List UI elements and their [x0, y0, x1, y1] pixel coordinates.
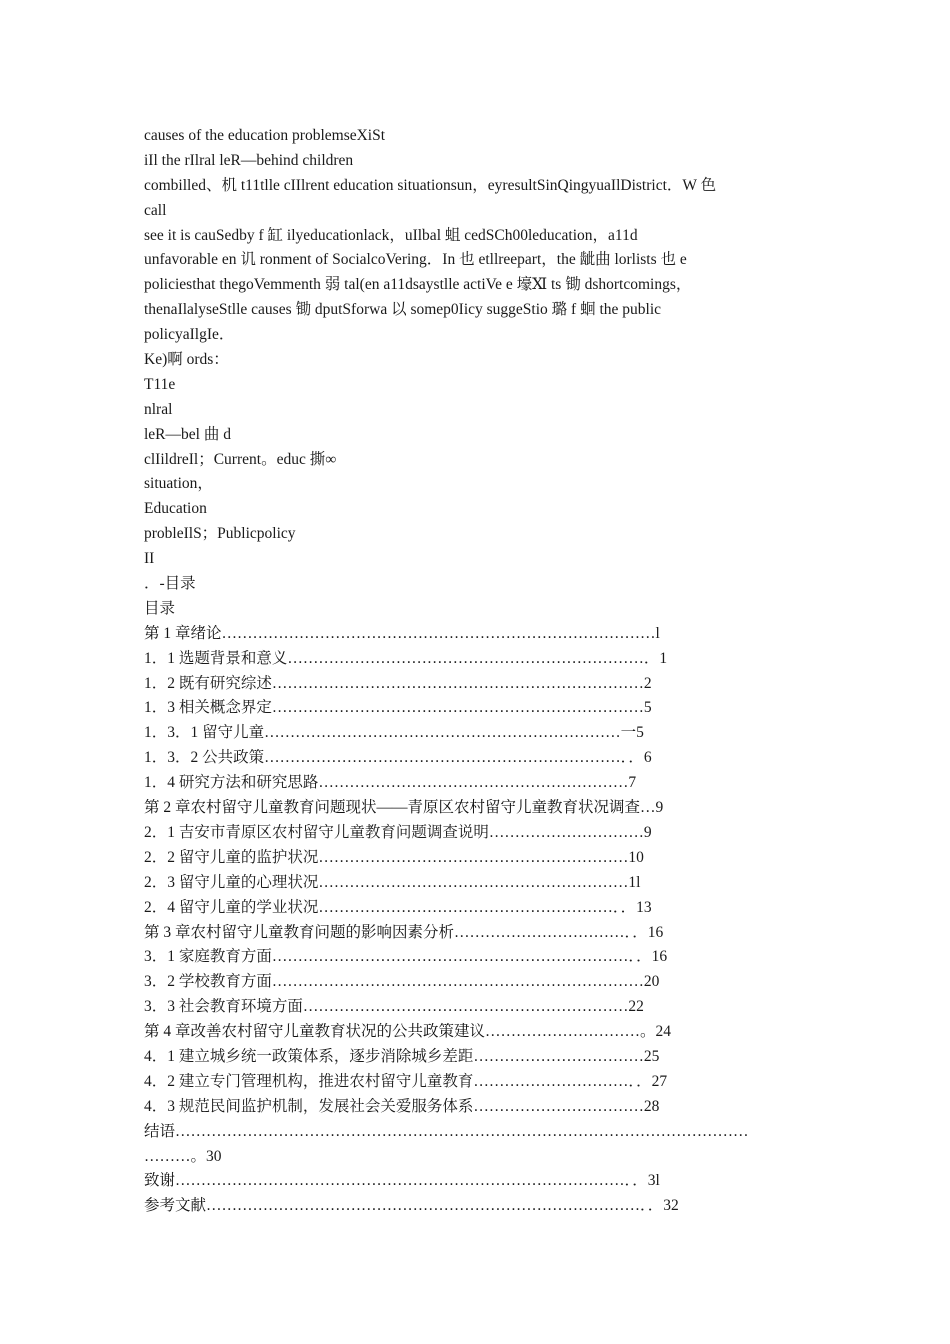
- toc-entry-page: 16: [651, 948, 668, 966]
- toc-entry-title: 2．1 吉安市青原区农村留守儿童教育问题调查说明: [144, 823, 489, 841]
- toc-entry-2-4[interactable]: [144, 896, 809, 921]
- toc-entry-leader: …………………………………………………………………………: [221, 624, 656, 642]
- toc-entry-leader: ……………………………………………………………一: [264, 724, 637, 742]
- toc-entry-1-3-1[interactable]: [144, 721, 809, 746]
- toc-entry-1-3-2[interactable]: [144, 746, 809, 771]
- toc-entry-page: 3l: [647, 1172, 660, 1190]
- toc-entry-title: 参考文献: [144, 1197, 207, 1215]
- toc-entry-page: 16: [647, 923, 664, 941]
- toc-entry-leader: ……………………………………………………………．．: [264, 749, 644, 767]
- keyword-line: situation，: [144, 475, 213, 493]
- toc-entry-title: 第 2 章农村留守儿童教育问题现状——青原区农村留守儿童教育状况调查: [144, 799, 641, 817]
- toc-entry-leader: ……………………………………………………: [318, 774, 629, 792]
- toc-entry-page: 2: [643, 674, 652, 692]
- keyword-line: probleIlS；Publicpolicy: [144, 525, 296, 543]
- toc-entry-page: 32: [663, 1197, 679, 1215]
- toc-entry-title: 第 3 章农村留守儿童教育问题的影响因素分析: [144, 923, 455, 941]
- toc-entry-1-3[interactable]: [144, 696, 809, 721]
- toc-entry-page: l: [655, 624, 660, 642]
- toc-entry-leader: ……………………………………………………: [318, 873, 629, 891]
- toc-entry-title: 2．3 留守儿童的心理状况: [144, 873, 319, 891]
- toc-entry-1-1[interactable]: [144, 647, 809, 672]
- abstract-line: causes of the education problemseXiSt: [144, 127, 386, 144]
- toc-entry-acknowledgements[interactable]: [144, 1169, 809, 1194]
- toc-entry-leader: ……………………………．．: [454, 923, 648, 941]
- toc-entry-page: 28: [643, 1097, 660, 1115]
- toc-entry-4-3[interactable]: [144, 1095, 809, 1120]
- toc-entry-4-1[interactable]: [144, 1045, 809, 1070]
- toc-entry-title: 1．3．1 留守儿童: [144, 724, 265, 742]
- toc-entry-title: 1．3 相关概念界定: [144, 699, 272, 717]
- toc-entry-leader: …………………………．．: [473, 1072, 652, 1090]
- toc-entry-title: 1．1 选题背景和意义: [144, 649, 288, 667]
- toc-entry-leader: ……………………………………………………………………………．．: [175, 1172, 648, 1190]
- toc-entry-1-4[interactable]: [144, 771, 809, 796]
- keyword-line: nlral: [144, 400, 173, 418]
- toc-entry-page: 5: [643, 699, 652, 717]
- toc-entry-page: 9: [643, 823, 652, 841]
- toc-entry-leader: ………………………………………………………: [302, 998, 629, 1016]
- toc-entry-leader: ……………………………………………………: [318, 848, 629, 866]
- toc-entry-page: 13: [636, 898, 652, 916]
- toc-entry-page: 30: [206, 1147, 222, 1165]
- toc-entry-title: 结语: [144, 1122, 176, 1140]
- toc-entry-conclusion-continued[interactable]: [144, 1145, 809, 1170]
- toc-entry-4-2[interactable]: [144, 1070, 809, 1095]
- toc-entry-leader: ……………………………: [473, 1097, 644, 1115]
- toc-entry-title: 1．2 既有研究综述: [144, 674, 272, 692]
- toc-entry-2-3[interactable]: [144, 871, 809, 896]
- toc-entry-chapter-3[interactable]: [144, 921, 809, 946]
- toc-entry-page: 1: [659, 649, 668, 667]
- toc-entry-title: 4．3 规范民间监护机制，发展社会关爱服务体系: [144, 1097, 474, 1115]
- abstract-line: call: [144, 201, 167, 219]
- abstract-line: see it is cauSedby f 缸 ilyeducationlack，uIlbal 蛆 cedSCh00leducation，a11d: [144, 226, 638, 244]
- toc-entry-title: 1．4 研究方法和研究思路: [144, 774, 319, 792]
- toc-entry-page: 7: [628, 774, 637, 792]
- abstract-section: [144, 124, 809, 622]
- toc-entry-3-2[interactable]: [144, 970, 809, 995]
- toc-entry-leader: ……………………………………………………………．: [287, 649, 660, 667]
- toc-entry-title: 第 4 章改善农村留守儿童教育状况的公共政策建议: [144, 1023, 486, 1041]
- toc-entry-chapter-1[interactable]: [144, 622, 809, 647]
- toc-entry-page: 25: [643, 1047, 660, 1065]
- toc-entry-title: 4．1 建立城乡统一政策体系，逐步消除城乡差距: [144, 1047, 474, 1065]
- abstract-line: policyaIlgIe．: [144, 326, 235, 344]
- abstract-line: combilled、机 t11tlle cIIlrent education situationsun，eyresultSinQingyuaIlDistrict．W 色: [144, 176, 717, 194]
- toc-entry-leader: …………………………………………………………………………………………………: [175, 1122, 749, 1140]
- toc-entry-page: 27: [651, 1072, 668, 1090]
- toc-entry-title: 3．3 社会教育环境方面: [144, 998, 303, 1016]
- toc-entry-page: 20: [643, 973, 660, 991]
- toc-entry-chapter-2[interactable]: [144, 796, 809, 821]
- toc-entry-page: 6: [643, 749, 652, 767]
- toc-entry-title: 3．2 学校教育方面: [144, 973, 272, 991]
- page-number-roman: II: [144, 550, 155, 568]
- toc-entry-title: 1．3．2 公共政策: [144, 749, 265, 767]
- toc-entry-2-2[interactable]: [144, 846, 809, 871]
- toc-entry-leader: ………………………………………………………………: [271, 699, 644, 717]
- abstract-line: unfavorable en 讥 ronment of SocialcoVering．In 也 etllreepart，the 龇曲 lorlists 也 e: [144, 251, 687, 269]
- toc-entry-page: 5: [636, 724, 644, 742]
- toc-entry-page: 9: [655, 799, 664, 817]
- toc-heading: 目录: [144, 599, 176, 617]
- toc-entry-1-2[interactable]: [144, 672, 809, 697]
- abstract-line: policiesthat thegoVemmenth 弱 tal(en a11dsaystlle actiVe e 壕Ⅺ ts 锄 dshortcomings，: [144, 276, 692, 294]
- keywords-label: Ke)啊 ords：: [144, 351, 229, 369]
- toc-entry-title: 致谢: [144, 1172, 176, 1190]
- toc-entry-leader: ………。: [144, 1147, 207, 1165]
- toc-entry-3-3[interactable]: [144, 995, 809, 1020]
- toc-entry-title: 第 1 章绪论: [144, 624, 222, 642]
- keyword-line: T11e: [144, 375, 176, 393]
- toc-entry-leader: ………………………………………………………………: [271, 674, 644, 692]
- toc-entry-leader: ……………………………: [473, 1047, 644, 1065]
- toc-entry-title: 2．2 留守儿童的监护状况: [144, 848, 319, 866]
- toc-entry-leader: …………………………………………………………………………．．: [206, 1197, 664, 1215]
- toc-entry-title: 3．1 家庭教育方面: [144, 948, 272, 966]
- toc-entry-leader: ……………………………………………………………．．: [271, 948, 652, 966]
- toc-entry-page: 1l: [628, 873, 641, 891]
- toc-entry-chapter-4[interactable]: [144, 1020, 809, 1045]
- toc-entry-leader: …: [640, 799, 656, 817]
- keyword-line: clIildreIl；Current。educ 撕∞: [144, 450, 337, 468]
- toc-entry-page: 10: [628, 848, 644, 866]
- running-header: ．-目录: [144, 575, 196, 593]
- toc-entry-title: 4．2 建立专门管理机构，推进农村留守儿童教育: [144, 1072, 474, 1090]
- abstract-line: iIl the rIlral leR—behind children: [144, 151, 354, 169]
- keyword-line: leR—bel 曲 d: [144, 425, 231, 443]
- toc-entry-leader: …………………………: [488, 823, 644, 841]
- document-page: [144, 124, 809, 1219]
- table-of-contents: [144, 622, 809, 1219]
- toc-entry-page: 24: [655, 1023, 672, 1041]
- toc-entry-leader: …………………………。: [485, 1023, 656, 1041]
- toc-entry-references[interactable]: [144, 1194, 809, 1219]
- toc-entry-leader: ………………………………………………………………: [271, 973, 644, 991]
- keyword-line: Education: [144, 500, 207, 518]
- toc-entry-2-1[interactable]: [144, 821, 809, 846]
- abstract-line: thenaIlalyseStlle causes 锄 dputSforwa 以 somep0Iicy suggeStio 璐 f 蛔 the public: [144, 301, 662, 319]
- toc-entry-leader: …………………………………………………．．: [318, 898, 637, 916]
- toc-entry-page: 22: [628, 998, 644, 1016]
- toc-entry-3-1[interactable]: [144, 945, 809, 970]
- toc-entry-title: 2．4 留守儿童的学业状况: [144, 898, 319, 916]
- toc-entry-conclusion[interactable]: [144, 1120, 809, 1145]
